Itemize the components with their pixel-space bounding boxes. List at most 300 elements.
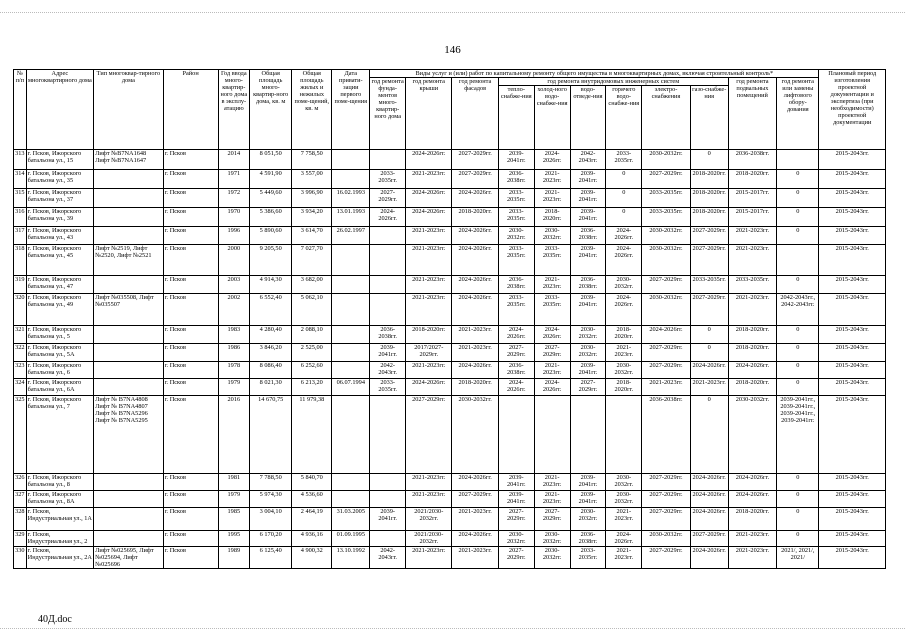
table-row <box>14 491 886 508</box>
cell-dist: г. Псков <box>163 170 218 189</box>
cell-type: Лифт №025695, Лифт №025694, Лифт №025696 <box>94 547 164 569</box>
cell-gas: 2024-2026гг. <box>690 491 728 508</box>
cell-n: 313 <box>14 150 27 170</box>
cell-hw: 2018-2020гг. <box>606 326 642 344</box>
cell-type <box>94 344 164 362</box>
cell-addr: г. Псков, Ижорского батальона ул., 5А <box>26 344 93 362</box>
cell-type <box>94 474 164 491</box>
cell-dr: 2039-2041гг. <box>570 245 606 276</box>
cell-n: 325 <box>14 396 27 474</box>
cell-year: 1979 <box>218 491 250 508</box>
page-number: 146 <box>444 44 461 56</box>
cell-bas: 2018-2020гг. <box>728 508 776 531</box>
cell-ra: 4 536,60 <box>292 491 332 508</box>
cell-type <box>94 227 164 245</box>
cell-gas: 2024-2026гг. <box>690 547 728 569</box>
cell-addr: г. Псков, Ижорского батальона ул., 47 <box>26 276 93 294</box>
cell-roof: 2018-2020гг. <box>406 326 452 344</box>
cell-year: 2016 <box>218 396 250 474</box>
cell-hw: 2024-2026гг. <box>606 531 642 547</box>
cell-pd: 13.01.1993 <box>332 208 370 227</box>
table-row <box>14 547 886 569</box>
cell-gas: 2027-2029гг. <box>690 245 728 276</box>
cell-f <box>370 474 406 491</box>
cell-plan: 2015-2043гг. <box>819 508 886 531</box>
cell-pd <box>332 396 370 474</box>
cell-heat: 2030-2032гг. <box>498 531 534 547</box>
cell-heat: 2024-2026гг. <box>498 326 534 344</box>
cell-lift: 0 <box>777 344 819 362</box>
cell-type <box>94 276 164 294</box>
cell-pd <box>332 276 370 294</box>
header-total-area: Общая площадь много-квартир-ного дома, кв. м <box>250 70 292 150</box>
cell-bas: 2024-2026гг. <box>728 491 776 508</box>
cell-type <box>94 208 164 227</box>
table-row <box>14 508 886 531</box>
cell-f: 2036-2038гг. <box>370 326 406 344</box>
cell-type: Лифт №B7NA1648 Лифт №B7NA1647 <box>94 150 164 170</box>
header-roof: год ремонта крыши <box>406 78 452 150</box>
table-row <box>14 362 886 379</box>
cell-roof: 2021-2023гг. <box>406 362 452 379</box>
cell-hw: 2030-2032гг. <box>606 491 642 508</box>
header-priv-date: Дата привати-зации первого поме-щения <box>332 70 370 150</box>
cell-heat: 2027-2029гг. <box>498 344 534 362</box>
cell-f <box>370 396 406 474</box>
cell-roof: 2021-2023гг. <box>406 294 452 326</box>
cell-year: 2003 <box>218 276 250 294</box>
cell-bas: 2021-2023гг. <box>728 294 776 326</box>
cell-n: 327 <box>14 491 27 508</box>
cell-roof: 2024-2026гг. <box>406 189 452 208</box>
cell-bas: 2033-2035гг. <box>728 276 776 294</box>
cell-el: 2027-2029гг. <box>642 170 690 189</box>
cell-pd <box>332 294 370 326</box>
cell-dist: г. Псков <box>163 208 218 227</box>
cell-ta: 5 386,60 <box>250 208 292 227</box>
cell-ta: 5 449,60 <box>250 189 292 208</box>
cell-roof: 2021/2030-2032гг. <box>406 508 452 531</box>
cell-lift: 0 <box>777 326 819 344</box>
cell-n: 328 <box>14 508 27 531</box>
header-hot-water: горячего водо-снабже-ния <box>606 86 642 150</box>
bottom-scan-edge <box>0 628 905 629</box>
cell-bas: 2015-2017гг. <box>728 208 776 227</box>
cell-f <box>370 491 406 508</box>
cell-n: 314 <box>14 170 27 189</box>
table-row <box>14 208 886 227</box>
cell-lift: 0 <box>777 189 819 208</box>
table-row <box>14 474 886 491</box>
cell-heat: 2036-2038гг. <box>498 170 534 189</box>
table-row <box>14 170 886 189</box>
table-row <box>14 150 886 170</box>
cell-gas: 2027-2029гг. <box>690 531 728 547</box>
cell-el: 2036-2038гг. <box>642 396 690 474</box>
cell-cw: 2027-2029гг. <box>534 344 570 362</box>
cell-el: 2027-2029гг. <box>642 547 690 569</box>
cell-heat: 2030-2032гг. <box>498 227 534 245</box>
cell-heat: 2033-2035гг. <box>498 208 534 227</box>
cell-addr: г. Псков, Ижорского батальона ул., 7 <box>26 396 93 474</box>
cell-hw: 2024-2026гг. <box>606 227 642 245</box>
cell-plan: 2015-2043гг. <box>819 227 886 245</box>
cell-bas: 2021-2023гг. <box>728 245 776 276</box>
cell-dist: г. Псков <box>163 531 218 547</box>
cell-plan: 2015-2043гг. <box>819 474 886 491</box>
cell-gas: 0 <box>690 150 728 170</box>
cell-plan: 2015-2043гг. <box>819 362 886 379</box>
cell-pd: 31.03.2005 <box>332 508 370 531</box>
header-elevator: год ремонта или замены лифтового обору-дования <box>777 78 819 150</box>
cell-el: 2033-2035гг. <box>642 208 690 227</box>
cell-dist: г. Псков <box>163 508 218 531</box>
cell-pd <box>332 245 370 276</box>
cell-gas: 2024-2026гг. <box>690 474 728 491</box>
cell-fac: 2027-2029гг. <box>452 170 498 189</box>
cell-cw: 2021-2023гг. <box>534 474 570 491</box>
cell-cw: 2030-2032гг. <box>534 227 570 245</box>
cell-heat: 2027-2029гг. <box>498 508 534 531</box>
cell-ra: 3 996,90 <box>292 189 332 208</box>
table-row <box>14 379 886 396</box>
cell-lift: 0 <box>777 170 819 189</box>
header-drainage: водо-отведе-ния <box>570 86 606 150</box>
cell-bas: 2024-2026гг. <box>728 474 776 491</box>
header-cold-water: холод-ного водо-снабже-ния <box>534 86 570 150</box>
cell-hw: 2030-2032гг. <box>606 474 642 491</box>
cell-ta: 4 280,40 <box>250 326 292 344</box>
cell-heat: 2039-2041гг. <box>498 150 534 170</box>
cell-pd: 13.10.1992 <box>332 547 370 569</box>
cell-f <box>370 531 406 547</box>
cell-roof: 2024-2026гг. <box>406 208 452 227</box>
cell-cw: 2027-2029гг. <box>534 508 570 531</box>
cell-gas: 2033-2035гг. <box>690 276 728 294</box>
cell-year: 1971 <box>218 170 250 189</box>
header-address: Адрес многоквартирного дома <box>26 70 93 150</box>
cell-ta: 7 788,50 <box>250 474 292 491</box>
cell-lift: 0 <box>777 474 819 491</box>
cell-plan: 2015-2043гг. <box>819 208 886 227</box>
cell-year: 1985 <box>218 508 250 531</box>
cell-ta: 6 552,40 <box>250 294 292 326</box>
cell-fac: 2021-2023гг. <box>452 326 498 344</box>
cell-heat: 2033-2035гг. <box>498 294 534 326</box>
cell-ta: 6 125,40 <box>250 547 292 569</box>
header-type: Тип многоквар-тирного дома <box>94 70 164 150</box>
cell-dist: г. Псков <box>163 396 218 474</box>
cell-year: 1986 <box>218 344 250 362</box>
cell-plan: 2015-2043гг. <box>819 491 886 508</box>
cell-ta: 8 021,30 <box>250 379 292 396</box>
cell-addr: г. Псков, Ижорского батальона ул., 37 <box>26 189 93 208</box>
table-row <box>14 276 886 294</box>
cell-year: 1978 <box>218 362 250 379</box>
cell-fac: 2027-2029гг. <box>452 150 498 170</box>
cell-f: 2027-2029гг. <box>370 189 406 208</box>
cell-dist: г. Псков <box>163 362 218 379</box>
cell-bas: 2021-2023гг. <box>728 227 776 245</box>
cell-addr: г. Псков, Ижорского батальона ул., 8 <box>26 474 93 491</box>
cell-n: 316 <box>14 208 27 227</box>
cell-ra: 5 062,10 <box>292 294 332 326</box>
cell-pd <box>332 474 370 491</box>
cell-hw: 2030-2032гг. <box>606 362 642 379</box>
header-eng-group: год ремонта внутридомовых инженерных систем <box>498 78 728 86</box>
cell-n: 326 <box>14 474 27 491</box>
cell-plan: 2015-2043гг. <box>819 344 886 362</box>
cell-gas: 0 <box>690 396 728 474</box>
cell-roof: 2021-2023гг. <box>406 491 452 508</box>
cell-gas: 2018-2020гг. <box>690 208 728 227</box>
cell-n: 321 <box>14 326 27 344</box>
cell-lift <box>777 150 819 170</box>
cell-dist: г. Псков <box>163 547 218 569</box>
cell-fac: 2024-2026гг. <box>452 189 498 208</box>
cell-hw: 2021-2023гг. <box>606 508 642 531</box>
cell-dr: 2039-2041гг. <box>570 208 606 227</box>
cell-addr: г. Псков, Ижорского батальона ул., 5 <box>26 326 93 344</box>
cell-plan: 2015-2043гг. <box>819 547 886 569</box>
cell-plan: 2015-2043гг. <box>819 170 886 189</box>
cell-roof: 2024-2026гг. <box>406 379 452 396</box>
cell-cw <box>534 396 570 474</box>
cell-ta: 6 170,20 <box>250 531 292 547</box>
cell-n: 318 <box>14 245 27 276</box>
cell-f: 2033-2035гг. <box>370 379 406 396</box>
cell-ta: 8 051,50 <box>250 150 292 170</box>
cell-f <box>370 294 406 326</box>
cell-ta: 4 591,90 <box>250 170 292 189</box>
cell-dr: 2030-2032гг. <box>570 326 606 344</box>
cell-type <box>94 362 164 379</box>
table-row <box>14 326 886 344</box>
cell-lift: 2042-2043гг., 2042-2043гг. <box>777 294 819 326</box>
cell-year: 1989 <box>218 547 250 569</box>
cell-dr: 2039-2041гг. <box>570 294 606 326</box>
cell-bas: 2018-2020гг. <box>728 170 776 189</box>
cell-bas: 2018-2020гг. <box>728 326 776 344</box>
cell-dr: 2039-2041гг. <box>570 491 606 508</box>
cell-gas: 0 <box>690 326 728 344</box>
cell-addr: г. Псков, Индустриальная ул., 2А <box>26 547 93 569</box>
cell-hw: 2030-2032гг. <box>606 276 642 294</box>
cell-cw: 2021-2023гг. <box>534 189 570 208</box>
cell-pd: 01.09.1995 <box>332 531 370 547</box>
cell-n: 317 <box>14 227 27 245</box>
cell-dr: 2033-2035гг. <box>570 547 606 569</box>
cell-pd <box>332 491 370 508</box>
cell-dist: г. Псков <box>163 326 218 344</box>
cell-gas: 2027-2029гг. <box>690 294 728 326</box>
cell-ta: 4 914,30 <box>250 276 292 294</box>
cell-hw: 2018-2020гг. <box>606 379 642 396</box>
cell-bas: 2024-2026гг. <box>728 362 776 379</box>
cell-dist: г. Псков <box>163 189 218 208</box>
cell-year: 1981 <box>218 474 250 491</box>
cell-cw: 2021-2023гг. <box>534 491 570 508</box>
cell-bas: 2021-2023гг. <box>728 547 776 569</box>
cell-type <box>94 379 164 396</box>
cell-roof: 2027-2029гг. <box>406 396 452 474</box>
cell-cw: 2021-2023гг. <box>534 170 570 189</box>
cell-f: 2039-2041гг. <box>370 508 406 531</box>
cell-el: 2027-2029гг. <box>642 276 690 294</box>
cell-fac: 2021-2023гг. <box>452 344 498 362</box>
cell-type <box>94 189 164 208</box>
cell-el: 2024-2026гг. <box>642 326 690 344</box>
cell-heat: 2024-2026гг. <box>498 379 534 396</box>
cell-lift: 0 <box>777 208 819 227</box>
header-num: № п/п <box>14 70 27 150</box>
cell-ta: 3 004,10 <box>250 508 292 531</box>
table-row <box>14 294 886 326</box>
cell-lift: 0 <box>777 508 819 531</box>
table-row <box>14 531 886 547</box>
cell-fac: 2024-2026гг. <box>452 362 498 379</box>
cell-roof: 2024-2026гг. <box>406 150 452 170</box>
cell-gas: 2018-2020гг. <box>690 189 728 208</box>
cell-el: 2030-2032гг. <box>642 531 690 547</box>
cell-plan: 2015-2043гг. <box>819 396 886 474</box>
cell-ra: 2 464,19 <box>292 508 332 531</box>
header-facade: год ремонта фасадов <box>452 78 498 150</box>
cell-f <box>370 150 406 170</box>
cell-addr: г. Псков, Ижорского батальона ул., 35 <box>26 170 93 189</box>
cell-lift: 0 <box>777 379 819 396</box>
cell-ra: 3 614,70 <box>292 227 332 245</box>
cell-lift <box>777 245 819 276</box>
cell-cw: 2030-2032гг. <box>534 531 570 547</box>
cell-year: 1979 <box>218 379 250 396</box>
table-row <box>14 189 886 208</box>
header-basement: год ремонта подвальных помещений <box>728 78 776 150</box>
table-row <box>14 227 886 245</box>
cell-type: Лифт №035508, Лифт №035507 <box>94 294 164 326</box>
cell-hw: 0 <box>606 208 642 227</box>
header-res-area: Общая площадь жилых и нежилых поме-щений, кв. м <box>292 70 332 150</box>
cell-n: 323 <box>14 362 27 379</box>
cell-fac: 2018-2020гг. <box>452 379 498 396</box>
cell-el: 2027-2029гг. <box>642 362 690 379</box>
cell-hw: 2024-2026гг. <box>606 294 642 326</box>
cell-el: 2030-2032гг. <box>642 294 690 326</box>
cell-fac: 2021-2023гг. <box>452 547 498 569</box>
cell-ra: 2 525,00 <box>292 344 332 362</box>
cell-gas: 2018-2020гг. <box>690 170 728 189</box>
cell-ra: 4 900,32 <box>292 547 332 569</box>
cell-lift: 0 <box>777 362 819 379</box>
cell-addr: г. Псков, Ижорского батальона ул., 39 <box>26 208 93 227</box>
cell-fac: 2018-2020гг. <box>452 208 498 227</box>
table-row <box>14 245 886 276</box>
cell-f: 2024-2026гг. <box>370 208 406 227</box>
cell-f: 2042-2043гг. <box>370 362 406 379</box>
cell-hw: 2021-2023гг. <box>606 547 642 569</box>
cell-fac: 2024-2026гг. <box>452 294 498 326</box>
cell-roof: 2021-2023гг. <box>406 276 452 294</box>
cell-addr: г. Псков, Ижорского батальона ул., 49 <box>26 294 93 326</box>
cell-hw: 2021-2023гг. <box>606 344 642 362</box>
cell-dr: 2039-2041гг. <box>570 189 606 208</box>
cell-pd <box>332 170 370 189</box>
cell-pd: 06.07.1994 <box>332 379 370 396</box>
cell-dr <box>570 396 606 474</box>
cell-year: 2000 <box>218 245 250 276</box>
cell-f: 2042-2043гг. <box>370 547 406 569</box>
header-plan: Плановый период изготовления проектной документации и экспертиза (при необходимости) проектной документации <box>819 70 886 150</box>
cell-cw: 2021-2023гг. <box>534 276 570 294</box>
cell-hw: 0 <box>606 170 642 189</box>
cell-fac: 2024-2026гг. <box>452 227 498 245</box>
cell-ra: 5 840,70 <box>292 474 332 491</box>
cell-pd <box>332 362 370 379</box>
cell-bas: 2021-2023гг. <box>728 531 776 547</box>
cell-hw <box>606 396 642 474</box>
cell-bas: 2036-2038гг. <box>728 150 776 170</box>
cell-lift: 0 <box>777 491 819 508</box>
cell-n: 324 <box>14 379 27 396</box>
cell-dr: 2039-2041гг. <box>570 474 606 491</box>
cell-el: 2027-2029гг. <box>642 344 690 362</box>
cell-roof: 2021-2023гг. <box>406 245 452 276</box>
table-row <box>14 396 886 474</box>
cell-roof: 2021-2023гг. <box>406 170 452 189</box>
cell-bas: 2018-2020гг. <box>728 379 776 396</box>
cell-f <box>370 227 406 245</box>
cell-type <box>94 491 164 508</box>
cell-pd <box>332 326 370 344</box>
cell-heat: 2027-2029гг. <box>498 547 534 569</box>
cell-ta: 5 974,30 <box>250 491 292 508</box>
cell-cw: 2024-2026гг. <box>534 150 570 170</box>
cell-ra: 3 934,20 <box>292 208 332 227</box>
cell-pd: 26.02.1997 <box>332 227 370 245</box>
cell-el: 2033-2035гг. <box>642 189 690 208</box>
cell-el: 2027-2029гг. <box>642 474 690 491</box>
cell-dist: г. Псков <box>163 245 218 276</box>
cell-lift: 2021/, 2021/, 2021/ <box>777 547 819 569</box>
cell-lift: 0 <box>777 531 819 547</box>
cell-el: 2030-2032гг. <box>642 245 690 276</box>
cell-ta: 8 086,40 <box>250 362 292 379</box>
cell-year: 2014 <box>218 150 250 170</box>
cell-el: 2027-2029гг. <box>642 508 690 531</box>
cell-plan: 2015-2043гг. <box>819 294 886 326</box>
cell-heat <box>498 396 534 474</box>
header-district: Район <box>163 70 218 150</box>
cell-cw: 2030-2032гг. <box>534 547 570 569</box>
cell-cw: 2018-2020гг. <box>534 208 570 227</box>
footer-filename: 40Д.doc <box>38 614 72 625</box>
cell-bas: 2018-2020гг. <box>728 344 776 362</box>
cell-ra: 2 088,10 <box>292 326 332 344</box>
cell-plan: 2015-2043гг. <box>819 379 886 396</box>
cell-lift: 2039-2041гг., 2039-2041гг., 2039-2041гг., 2039-2041гг. <box>777 396 819 474</box>
cell-ra: 3 557,00 <box>292 170 332 189</box>
cell-ta: 9 205,50 <box>250 245 292 276</box>
cell-n: 319 <box>14 276 27 294</box>
cell-addr: г. Псков, Ижорского батальона ул., 8А <box>26 491 93 508</box>
cell-el: 2030-2032гг. <box>642 227 690 245</box>
header-heat: тепло-снабже-ния <box>498 86 534 150</box>
cell-roof: 2021/2030-2032гг. <box>406 531 452 547</box>
cell-f <box>370 276 406 294</box>
top-scan-edge <box>0 12 905 13</box>
cell-year: 1996 <box>218 227 250 245</box>
cell-ra: 7 027,70 <box>292 245 332 276</box>
